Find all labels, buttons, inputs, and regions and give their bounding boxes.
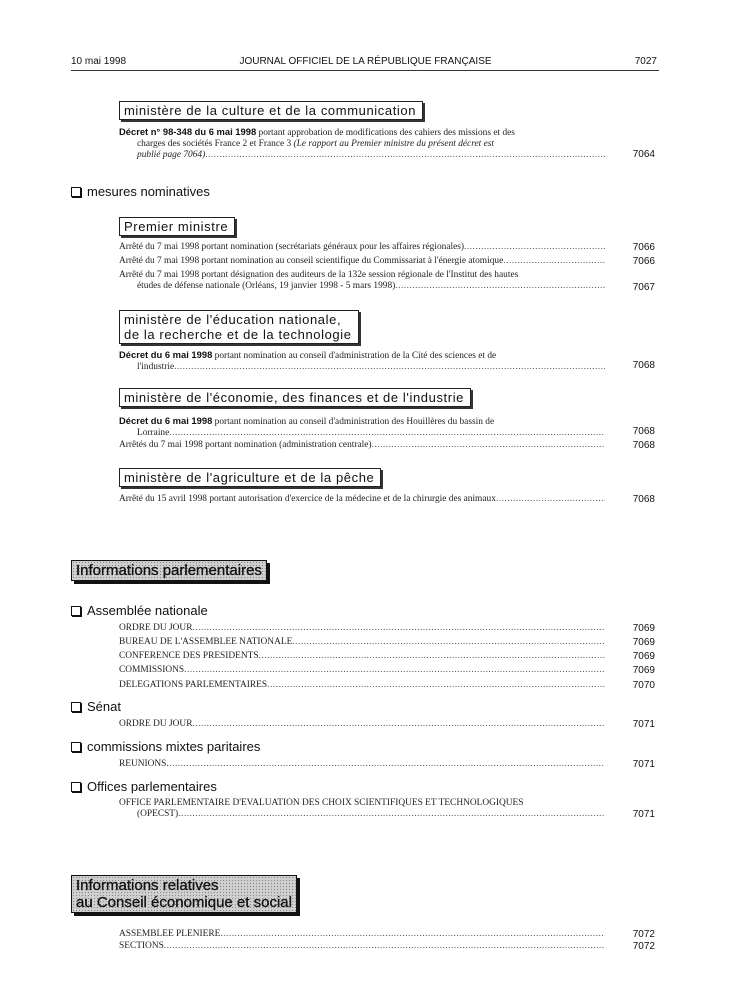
section-heading-text: Offices parlementaires xyxy=(87,779,217,794)
header-title: JOURNAL OFFICIEL DE LA RÉPUBLIQUE FRANÇAISE xyxy=(239,56,492,67)
rubric-text: au Conseil économique et social xyxy=(76,894,292,911)
entry-text: portant nomination au conseil d'administration des Houillères du bassin de xyxy=(212,417,495,427)
page-ref: 7069 xyxy=(632,623,655,634)
entry-decret-culture xyxy=(119,126,605,161)
list-item xyxy=(119,637,605,648)
entry-italic-text: (Le rapport au Premier ministre du présent décret est xyxy=(293,139,495,149)
section-heading-offices xyxy=(71,779,217,794)
page-ref: 7064 xyxy=(632,149,655,160)
rubric-text: Informations parlementaires xyxy=(76,562,262,579)
section-heading-cmp xyxy=(71,739,260,754)
entry-bold-title: Décret du 6 mai 1998 xyxy=(119,415,213,426)
page-ref: 7066 xyxy=(632,256,655,267)
page-ref: 7066 xyxy=(632,242,655,253)
page-ref: 7069 xyxy=(632,651,655,662)
entry-text: portant approbation de modifications des cahiers des missions et des xyxy=(256,128,515,138)
checkbox-bullet-icon xyxy=(71,742,81,752)
entry-arretes xyxy=(119,440,605,451)
entry-text: portant nomination au conseil d'administration de la Cité des sciences et de xyxy=(212,351,497,361)
leader-dots xyxy=(372,440,605,451)
ministry-box-line: de la recherche et de la technologie xyxy=(124,327,352,342)
list-item xyxy=(119,759,605,770)
checkbox-bullet-icon xyxy=(71,782,81,792)
list-item xyxy=(119,941,605,952)
leader-dots xyxy=(464,242,605,253)
page-ref: 7069 xyxy=(632,665,655,676)
entry-decret-economie xyxy=(119,415,605,439)
rubric-informations-parlementaires xyxy=(71,560,267,581)
rubric-text: Informations relatives xyxy=(76,877,219,894)
list-item xyxy=(119,651,605,662)
leader-dots xyxy=(503,256,605,267)
entry-text: OFFICE PARLEMENTAIRE D'ÉVALUATION DES CHOIX SCIENTIFIQUES ET TECHNOLOGIQUES xyxy=(119,798,524,808)
entry-text: études de défense nationale (Orléans, 19 janvier 1998 - 5 mars 1998) xyxy=(137,281,396,291)
section-heading-text: mesures nominatives xyxy=(87,184,210,199)
entry-text: Arrêtés du 7 mai 1998 portant nomination (administration centrale) xyxy=(119,440,372,450)
header-date: 10 mai 1998 xyxy=(71,56,127,67)
section-heading-senat xyxy=(71,699,121,714)
entry-arrete xyxy=(119,494,605,505)
entry-arrete xyxy=(119,256,605,267)
ministry-box-economie: ministère de l'économie, des finances et de l'industrie xyxy=(119,388,471,407)
entry-text: charges des sociétés France 2 et France 3 xyxy=(137,139,294,149)
leader-dots xyxy=(169,428,605,439)
entry-text: BUREAU DE L'ASSEMBLÉE NATIONALE xyxy=(119,637,293,647)
leader-dots xyxy=(496,494,605,505)
checkbox-bullet-icon xyxy=(71,702,81,712)
entry-text: ORDRE DU JOUR xyxy=(119,623,193,633)
entry-arrete xyxy=(119,242,605,253)
section-heading-text: Assemblée nationale xyxy=(87,603,208,618)
leader-dots xyxy=(267,680,605,691)
entry-text: COMMISSIONS xyxy=(119,665,185,675)
list-item xyxy=(119,680,605,691)
page-ref: 7067 xyxy=(632,282,655,293)
leader-dots xyxy=(220,929,605,940)
page-ref: 7072 xyxy=(632,941,655,952)
entry-text: Arrêté du 7 mai 1998 portant désignation des auditeurs de la 132e session régionale de l'Institut des hautes xyxy=(119,270,519,280)
checkbox-bullet-icon xyxy=(71,187,81,197)
checkbox-bullet-icon xyxy=(71,606,81,616)
section-heading-assemblee xyxy=(71,603,208,618)
entry-bold-title: Décret n° 98-348 du 6 mai 1998 xyxy=(119,126,257,137)
list-item xyxy=(119,929,605,940)
entry-text: DÉLÉGATIONS PARLEMENTAIRES xyxy=(119,680,268,690)
entry-text: l'industrie xyxy=(137,362,175,372)
page-ref: 7071 xyxy=(632,759,655,770)
leader-dots xyxy=(259,651,605,662)
page-ref: 7071 xyxy=(632,809,655,820)
leader-dots xyxy=(192,623,605,634)
header-page-number: 7027 xyxy=(634,56,657,67)
entry-text: CONFÉRENCE DES PRÉSIDENTS xyxy=(119,651,259,661)
leader-dots xyxy=(178,809,605,820)
rubric-conseil-economique-social xyxy=(71,875,297,913)
entry-text: SECTIONS xyxy=(119,941,164,951)
leader-dots xyxy=(395,281,605,292)
ministry-box-agriculture: ministère de l'agriculture et de la pêche xyxy=(119,468,381,487)
entry-arrete xyxy=(119,270,605,292)
entry-text: (OPECST) xyxy=(137,809,179,819)
entry-text: ASSEMBLÉE PLÉNIÈRE xyxy=(119,929,221,939)
list-item xyxy=(119,798,605,820)
leader-dots xyxy=(205,150,605,161)
section-heading-text: commissions mixtes paritaires xyxy=(87,739,261,754)
entry-text: RÉUNIONS xyxy=(119,759,167,769)
page-ref: 7072 xyxy=(632,929,655,940)
leader-dots xyxy=(292,637,605,648)
entry-text: Arrêté du 7 mai 1998 portant nomination au conseil scientifique du Commissariat à l'énergie atomique xyxy=(119,256,504,266)
page-ref: 7070 xyxy=(632,680,655,691)
list-item xyxy=(119,665,605,676)
list-item xyxy=(119,623,605,634)
page-ref: 7069 xyxy=(632,637,655,648)
leader-dots xyxy=(192,719,605,730)
entry-text: Arrêté du 7 mai 1998 portant nomination (secrétariats généraux pour les affaires régionales) xyxy=(119,242,465,252)
entry-text: ORDRE DU JOUR xyxy=(119,719,193,729)
page-ref: 7068 xyxy=(632,360,655,371)
ministry-box-line: ministère de l'éducation nationale, xyxy=(124,312,342,327)
ministry-box-education xyxy=(119,310,359,344)
leader-dots xyxy=(174,362,605,373)
leader-dots xyxy=(164,941,605,952)
leader-dots xyxy=(184,665,605,676)
entry-text: Arrêté du 15 avril 1998 portant autorisation d'exercice de la médecine et de la chirurgie des animaux xyxy=(119,494,496,504)
section-heading-mesures xyxy=(71,184,210,199)
leader-dots xyxy=(166,759,605,770)
entry-italic-text: publié page 7064) xyxy=(137,150,206,160)
list-item xyxy=(119,719,605,730)
page-ref: 7068 xyxy=(632,440,655,451)
page-ref: 7071 xyxy=(632,719,655,730)
ministry-box-culture: ministère de la culture et de la communication xyxy=(119,101,423,120)
page-ref: 7068 xyxy=(632,426,655,437)
header-rule xyxy=(71,70,659,71)
entry-bold-title: Décret du 6 mai 1998 xyxy=(119,349,213,360)
ministry-box-premier-ministre: Premier ministre xyxy=(119,217,235,236)
page-ref: 7068 xyxy=(632,494,655,505)
entry-decret-education xyxy=(119,349,605,373)
entry-text: Lorraine xyxy=(137,428,170,438)
section-heading-text: Sénat xyxy=(87,699,121,714)
